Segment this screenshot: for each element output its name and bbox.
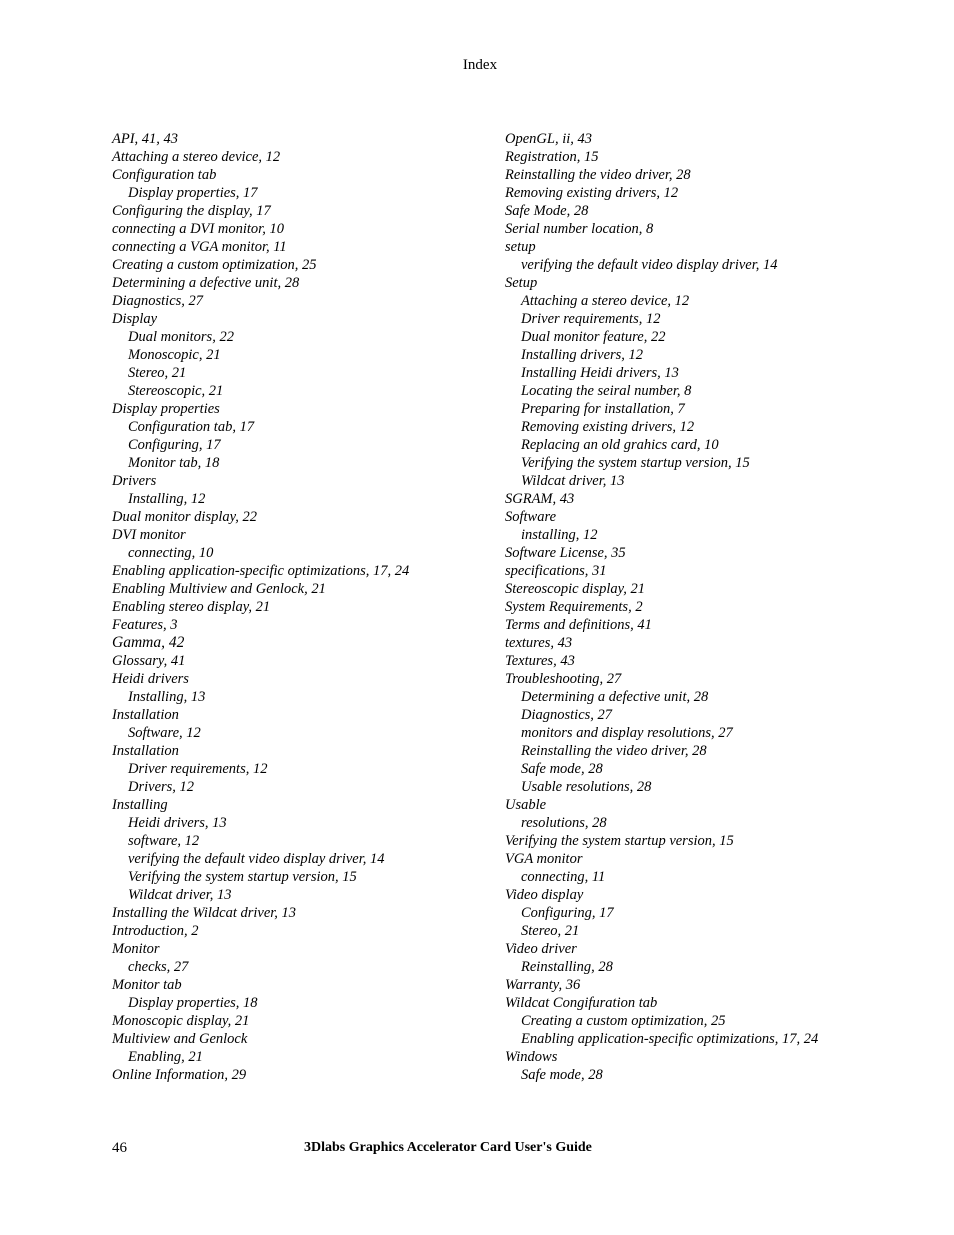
index-entry: Troubleshooting, 27 [505, 671, 622, 687]
index-entry: Monitor [112, 941, 160, 957]
index-subentry: Reinstalling, 28 [521, 959, 613, 975]
index-subentry: Configuring, 17 [521, 905, 614, 921]
index-subentry: Configuring, 17 [128, 437, 221, 453]
index-entry: connecting a DVI monitor, 10 [112, 221, 284, 237]
index-entry: Registration, 15 [505, 149, 599, 165]
index-entry: connecting a VGA monitor, 11 [112, 239, 287, 255]
index-entry: Safe Mode, 28 [505, 203, 589, 219]
page-number: 46 [112, 1140, 127, 1156]
index-entry: Configuration tab [112, 167, 217, 183]
index-entry: Enabling stereo display, 21 [112, 599, 271, 615]
index-subentry: installing, 12 [521, 527, 598, 543]
index-entry: Configuring the display, 17 [112, 203, 271, 219]
index-entry: Display properties [112, 401, 220, 417]
index-entry: Gamma, 42 [112, 634, 185, 651]
index-entry: setup [505, 239, 536, 255]
index-subentry: Enabling application-specific optimizations, 17, 24 [521, 1031, 819, 1047]
index-entry: textures, 43 [505, 635, 573, 651]
index-subentry: Installing Heidi drivers, 13 [521, 365, 679, 381]
index-subentry: Stereo, 21 [128, 365, 187, 381]
index-entry: Warranty, 36 [505, 977, 581, 993]
index-subentry: connecting, 10 [128, 545, 214, 561]
index-entry: Monitor tab [112, 977, 182, 993]
index-subentry: Display properties, 18 [128, 995, 258, 1011]
document-title: 3Dlabs Graphics Accelerator Card User's Guide [304, 1140, 592, 1155]
index-entry: Features, 3 [112, 617, 178, 633]
index-subentry: connecting, 11 [521, 869, 606, 885]
index-subentry: Removing existing drivers, 12 [521, 419, 695, 435]
index-entry: Enabling application-specific optimizations, 17, 24 [112, 563, 410, 579]
index-entry: Heidi drivers [112, 671, 189, 687]
index-entry: Online Information, 29 [112, 1067, 247, 1083]
index-subentry: Monitor tab, 18 [128, 455, 220, 471]
index-entry: Reinstalling the video driver, 28 [505, 167, 691, 183]
index-subentry: Reinstalling the video driver, 28 [521, 743, 707, 759]
index-subentry: Stereoscopic, 21 [128, 383, 224, 399]
page-header [0, 56, 954, 74]
index-subentry: Preparing for installation, 7 [521, 401, 685, 417]
index-entry: Dual monitor display, 22 [112, 509, 258, 525]
index-entry: Creating a custom optimization, 25 [112, 257, 317, 273]
index-entry: Wildcat Congifuration tab [505, 995, 658, 1011]
index-subentry: Wildcat driver, 13 [128, 887, 232, 903]
index-entry: Introduction, 2 [112, 923, 199, 939]
index-entry: API, 41, 43 [112, 131, 179, 147]
index-subentry: Configuration tab, 17 [128, 419, 255, 435]
index-entry: Glossary, 41 [112, 653, 186, 669]
index-subentry: verifying the default video display driver, 14 [128, 851, 385, 867]
index-entry: DVI monitor [112, 527, 186, 543]
index-entry: Windows [505, 1049, 558, 1065]
index-subentry: checks, 27 [128, 959, 189, 975]
index-entry: VGA monitor [505, 851, 583, 867]
index-entry: Software [505, 509, 557, 525]
index-column-right [505, 130, 925, 1084]
index-column-left [112, 130, 512, 1084]
index-subentry: Dual monitor feature, 22 [521, 329, 666, 345]
index-subentry: software, 12 [128, 833, 200, 849]
index-subentry: Replacing an old grahics card, 10 [521, 437, 719, 453]
page-title: Index [462, 57, 498, 73]
index-entry: Installing [112, 797, 168, 813]
index-subentry: Heidi drivers, 13 [128, 815, 227, 831]
index-subentry: Verifying the system startup version, 15 [521, 455, 750, 471]
index-subentry: Locating the seiral number, 8 [521, 383, 692, 399]
index-subentry: Wildcat driver, 13 [521, 473, 625, 489]
index-entry: Serial number location, 8 [505, 221, 654, 237]
index-entry: Software License, 35 [505, 545, 626, 561]
index-subentry: Drivers, 12 [128, 779, 195, 795]
index-subentry: Verifying the system startup version, 15 [128, 869, 357, 885]
index-subentry: Safe mode, 28 [521, 1067, 603, 1083]
index-entry: Drivers [112, 473, 157, 489]
index-entry: Diagnostics, 27 [112, 293, 204, 309]
index-subentry: Driver requirements, 12 [128, 761, 268, 777]
index-subentry: Determining a defective unit, 28 [521, 689, 709, 705]
index-entry: Video driver [505, 941, 577, 957]
index-entry: Terms and definitions, 41 [505, 617, 652, 633]
index-subentry: Enabling, 21 [128, 1049, 203, 1065]
index-entry: Verifying the system startup version, 15 [505, 833, 734, 849]
index-entry: Video display [505, 887, 584, 903]
index-subentry: Safe mode, 28 [521, 761, 603, 777]
index-entry: Determining a defective unit, 28 [112, 275, 300, 291]
index-entry: OpenGL, ii, 43 [505, 131, 592, 147]
index-subentry: Dual monitors, 22 [128, 329, 234, 345]
index-entry: System Requirements, 2 [505, 599, 643, 615]
index-entry: Monoscopic display, 21 [112, 1013, 250, 1029]
index-entry: Removing existing drivers, 12 [505, 185, 679, 201]
index-subentry: Stereo, 21 [521, 923, 580, 939]
index-entry: Textures, 43 [505, 653, 575, 669]
index-entry: Stereoscopic display, 21 [505, 581, 646, 597]
index-subentry: verifying the default video display driver, 14 [521, 257, 778, 273]
index-subentry: Monoscopic, 21 [128, 347, 221, 363]
index-subentry: Diagnostics, 27 [521, 707, 613, 723]
index-subentry: Installing, 12 [128, 491, 206, 507]
index-subentry: Driver requirements, 12 [521, 311, 661, 327]
index-entry: Display [112, 311, 158, 327]
index-subentry: monitors and display resolutions, 27 [521, 725, 733, 741]
index-entry: Installation [112, 743, 179, 759]
index-entry: Attaching a stereo device, 12 [112, 149, 281, 165]
index-entry: specifications, 31 [505, 563, 607, 579]
index-subentry: resolutions, 28 [521, 815, 607, 831]
index-entry: Installation [112, 707, 179, 723]
index-subentry: Installing, 13 [128, 689, 206, 705]
index-subentry: Attaching a stereo device, 12 [521, 293, 690, 309]
index-entry: Usable [505, 797, 547, 813]
index-subentry: Usable resolutions, 28 [521, 779, 652, 795]
index-subentry: Installing drivers, 12 [521, 347, 644, 363]
index-subentry: Creating a custom optimization, 25 [521, 1013, 726, 1029]
index-entry: Enabling Multiview and Genlock, 21 [112, 581, 326, 597]
index-entry: Installing the Wildcat driver, 13 [112, 905, 297, 921]
index-entry: Multiview and Genlock [112, 1031, 248, 1047]
index-entry: Setup [505, 275, 538, 291]
index-entry: SGRAM, 43 [505, 491, 575, 507]
index-subentry: Display properties, 17 [128, 185, 258, 201]
index-subentry: Software, 12 [128, 725, 201, 741]
